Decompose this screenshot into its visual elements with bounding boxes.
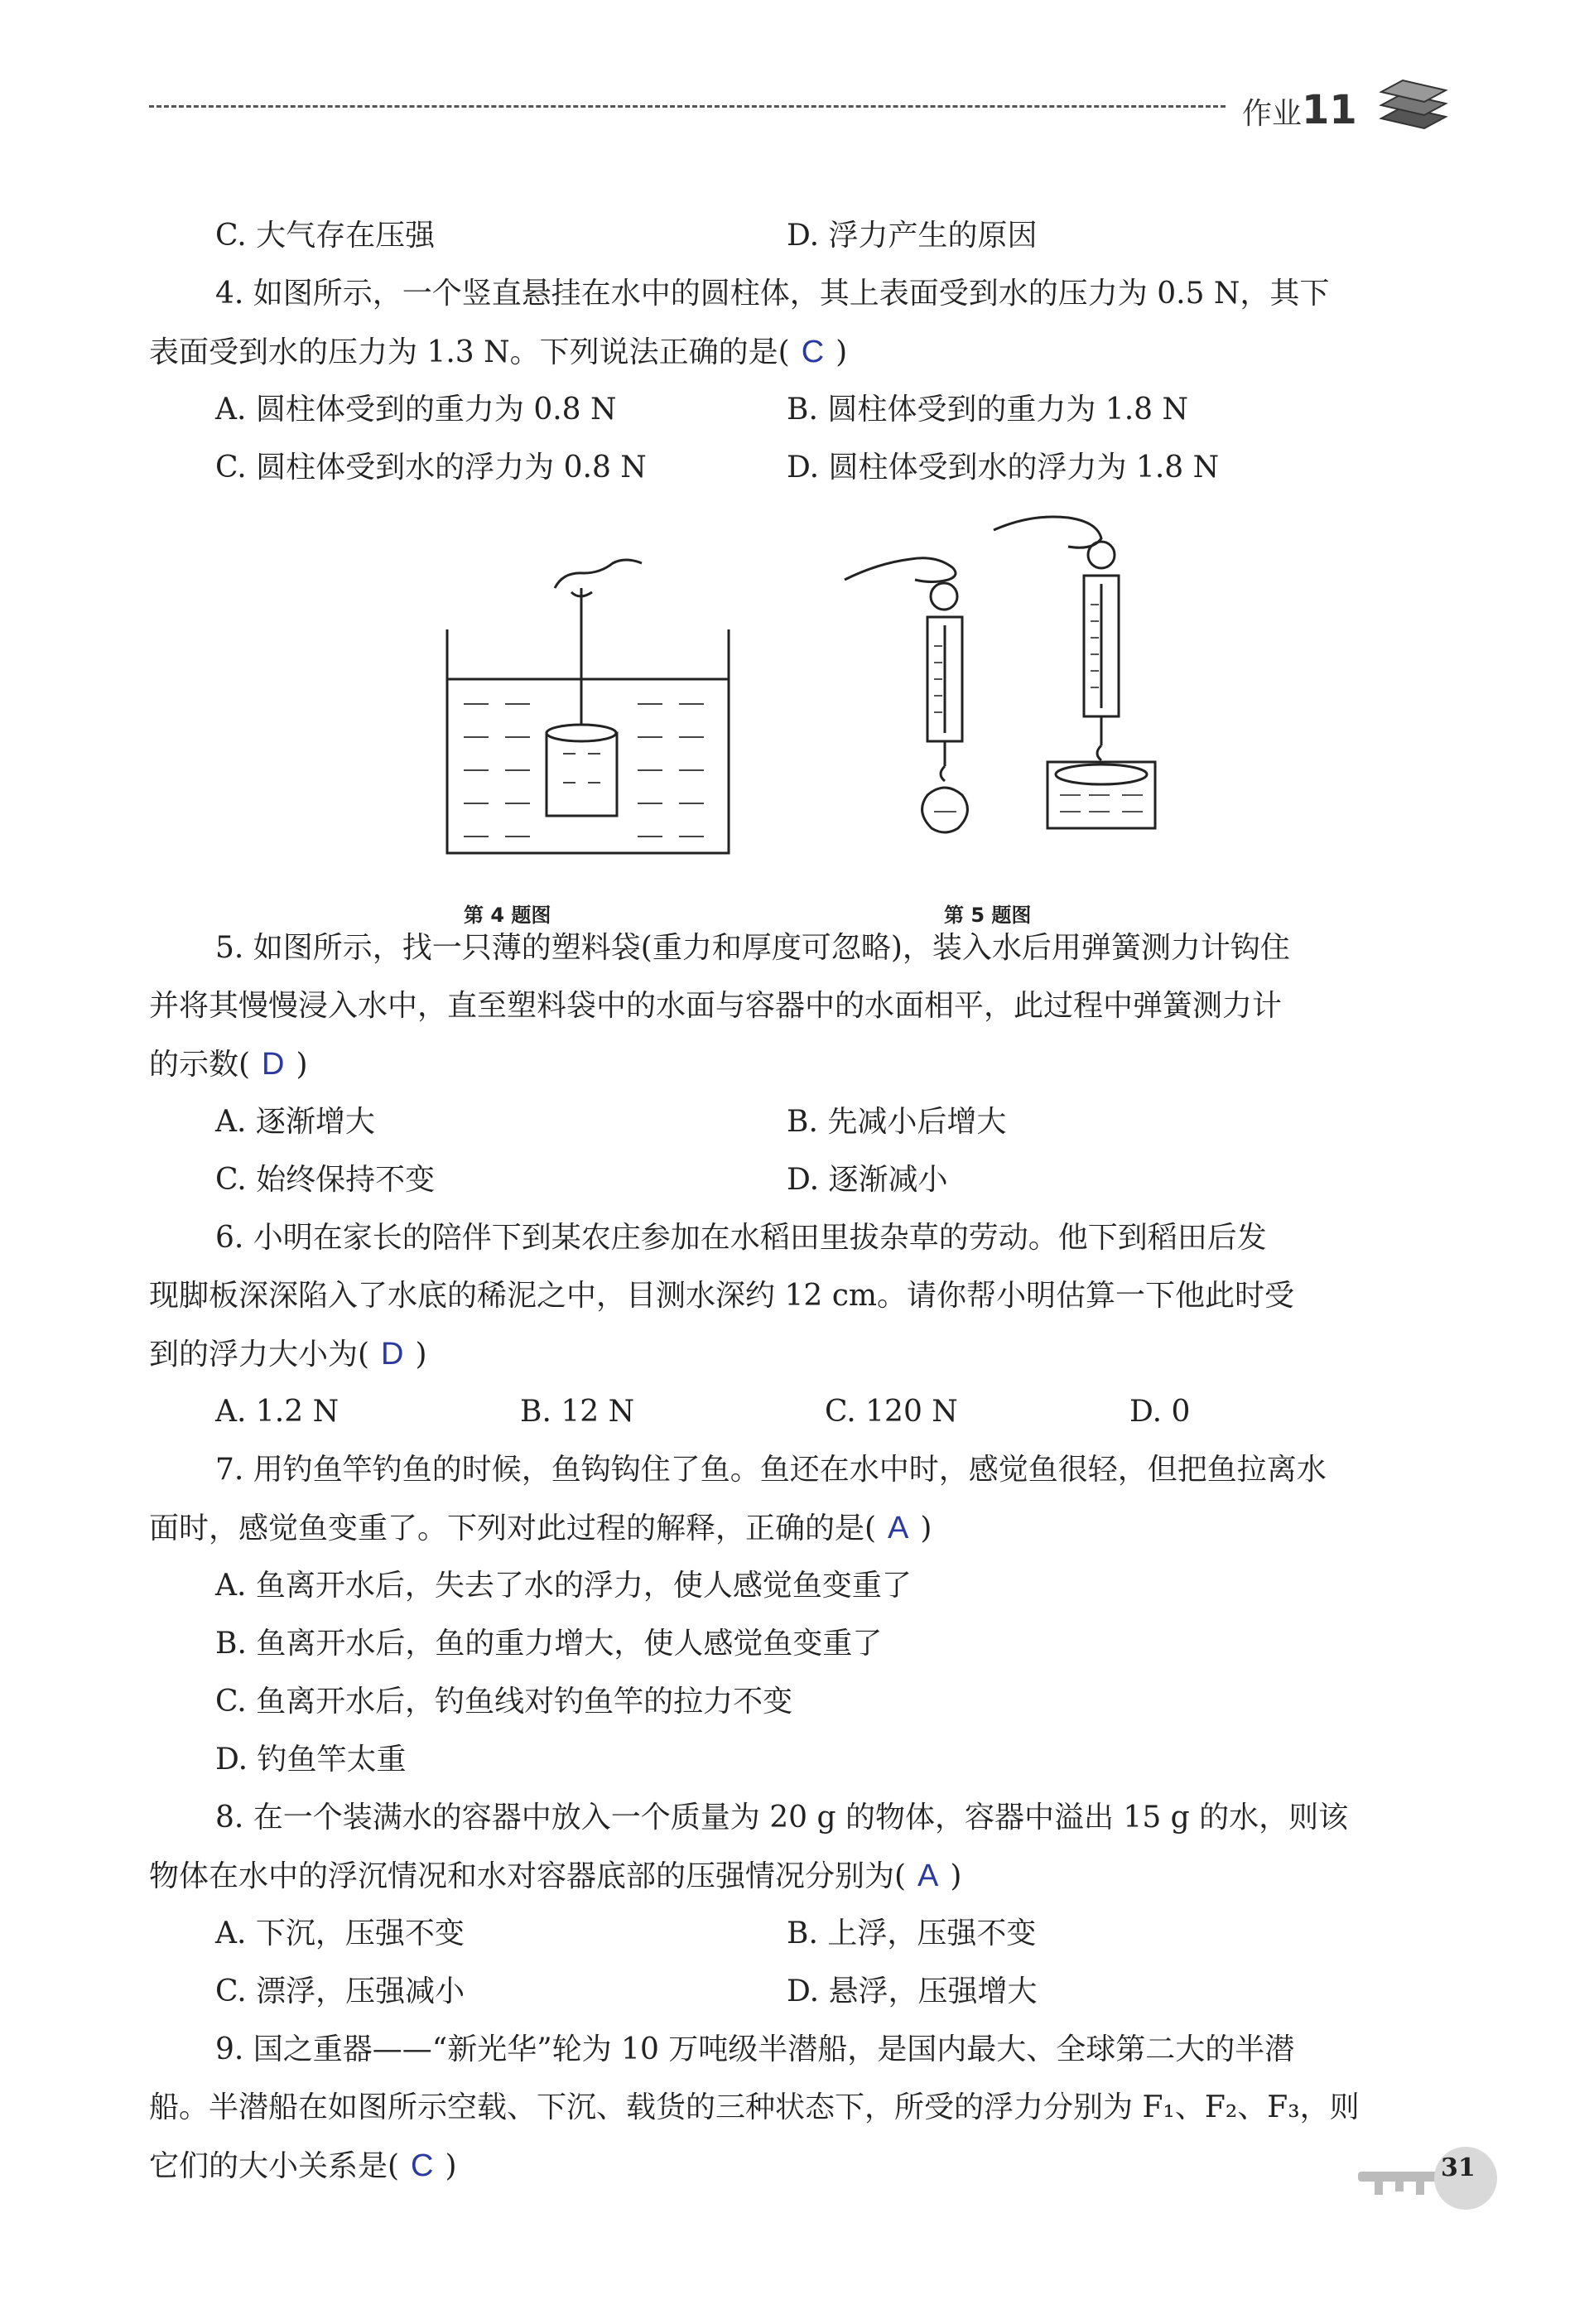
q5-answer: D <box>262 1047 285 1082</box>
q4-options-ab <box>149 381 1441 439</box>
q8-options-ab <box>149 1905 1441 1963</box>
assignment-label <box>1242 87 1357 133</box>
assignment-number: 11 <box>1302 87 1357 133</box>
q8-option-d: D. 悬浮，压强增大 <box>787 1974 1038 2008</box>
q9-stem-line3 <box>149 2137 1441 2195</box>
q5-option-b: B. 先减小后增大 <box>787 1105 1007 1139</box>
q5-option-c: C. 始终保持不变 <box>215 1163 436 1197</box>
q5-options-ab <box>149 1093 1441 1151</box>
figure-5-spring-scales <box>836 513 1350 886</box>
q4-stem-line2 <box>149 323 1441 381</box>
page-header <box>149 87 1457 137</box>
q6-answer: D <box>381 1337 404 1372</box>
q9-stem-text: 它们的大小关系是( <box>149 2149 400 2183</box>
q3-option-d: D. 浮力产生的原因 <box>787 219 1038 253</box>
q8-option-c: C. 漂浮，压强减小 <box>215 1974 465 2008</box>
page-number: 31 <box>1441 2153 1476 2182</box>
q4-option-b: B. 圆柱体受到的重力为 1.8 N <box>787 393 1188 427</box>
q8-stem-text: 物体在水中的浮沉情况和水对容器底部的压强情况分别为( <box>149 1859 907 1893</box>
q5-stem-line3 <box>149 1035 1441 1093</box>
q7-option-c: C. 鱼离开水后，钓鱼线对钓鱼竿的拉力不变 <box>215 1685 793 1719</box>
q4-stem-line1: 4. 如图所示，一个竖直悬挂在水中的圆柱体，其上表面受到水的压力为 0.5 N，其下 <box>215 277 1330 311</box>
q7-stem-text: 面时，感觉鱼变重了。下列对此过程的解释，正确的是( <box>149 1512 877 1545</box>
q7-option-d: D. 钓鱼竿太重 <box>215 1743 407 1777</box>
q3-options <box>149 207 1441 265</box>
q5-stem-line2: 并将其慢慢浸入水中，直至塑料袋中的水面与容器中的水面相平，此过程中弹簧测力计 <box>149 989 1283 1023</box>
q6-options <box>149 1383 1441 1441</box>
q6-close: ) <box>415 1338 427 1372</box>
q4-stem-text: 表面受到水的压力为 1.3 N。下列说法正确的是( <box>149 335 790 369</box>
books-icon <box>1375 70 1449 137</box>
q8-option-b: B. 上浮，压强不变 <box>787 1917 1037 1950</box>
q5-close: ) <box>296 1048 308 1082</box>
q3-option-c: C. 大气存在压强 <box>215 219 436 253</box>
q7-stem-line2 <box>149 1499 1441 1557</box>
q4-answer: C <box>801 335 825 369</box>
q8-options-cd <box>149 1963 1441 2021</box>
figure-4-cylinder-in-water <box>431 555 745 886</box>
q7-close: ) <box>920 1512 932 1545</box>
q9-close: ) <box>445 2149 457 2183</box>
q5-option-d: D. 逐渐减小 <box>787 1163 948 1197</box>
q6-stem-line3 <box>149 1325 1441 1383</box>
q6-option-a: A. 1.2 N <box>215 1395 340 1429</box>
q8-answer: A <box>917 1859 939 1893</box>
q8-stem-line1: 8. 在一个装满水的容器中放入一个质量为 20 g 的物体，容器中溢出 15 g 的水，则该 <box>215 1801 1349 1835</box>
q4-option-a: A. 圆柱体受到的重力为 0.8 N <box>215 393 617 427</box>
q7-option-b: B. 鱼离开水后，鱼的重力增大，使人感觉鱼变重了 <box>215 1627 883 1661</box>
q9-answer: C <box>411 2148 434 2183</box>
q5-option-a: A. 逐渐增大 <box>215 1105 375 1139</box>
q5-options-cd <box>149 1151 1441 1209</box>
q6-stem-line2: 现脚板深深陷入了水底的稀泥之中，目测水深约 12 cm。请你帮小明估算一下他此时受 <box>149 1279 1294 1313</box>
assignment-text: 作业 <box>1242 97 1303 131</box>
q8-stem-line2 <box>149 1847 1441 1905</box>
q6-option-c: C. 120 N <box>825 1395 958 1429</box>
q4-option-c: C. 圆柱体受到水的浮力为 0.8 N <box>215 451 647 485</box>
figure-5-caption: 第 5 题图 <box>944 904 1032 927</box>
q9-stem-line1: 9. 国之重器——“新光华”轮为 10 万吨级半潜船，是国内最大、全球第二大的半潜 <box>215 2032 1295 2066</box>
worksheet-content <box>149 207 1441 2195</box>
q7-stem-line1: 7. 用钓鱼竿钓鱼的时候，鱼钩钩住了鱼。鱼还在水中时，感觉鱼很轻，但把鱼拉离水 <box>215 1453 1327 1487</box>
q6-option-b: B. 12 N <box>520 1395 635 1429</box>
q7-answer: A <box>888 1511 909 1545</box>
q5-stem-line1: 5. 如图所示，找一只薄的塑料袋(重力和厚度可忽略)，装入水后用弹簧测力计钩住 <box>215 931 1290 965</box>
q6-stem-text: 到的浮力大小为( <box>149 1338 370 1372</box>
q4-close: ) <box>836 335 848 369</box>
figure-4-caption: 第 4 题图 <box>464 904 551 927</box>
q4-option-d: D. 圆柱体受到水的浮力为 1.8 N <box>787 451 1220 485</box>
q5-stem-text: 的示数( <box>149 1048 251 1082</box>
q8-close: ) <box>950 1859 962 1893</box>
figures-area <box>149 513 1441 927</box>
q6-stem-line1: 6. 小明在家长的陪伴下到某农庄参加在水稻田里拔杂草的劳动。他下到稻田后发 <box>215 1221 1267 1255</box>
key-icon <box>1358 2145 1499 2211</box>
q4-options-cd <box>149 439 1441 497</box>
q6-option-d: D. 0 <box>1129 1395 1191 1429</box>
q7-option-a: A. 鱼离开水后，失去了水的浮力，使人感觉鱼变重了 <box>215 1569 912 1603</box>
q8-option-a: A. 下沉，压强不变 <box>215 1917 465 1950</box>
q9-stem-line2: 船。半潜船在如图所示空载、下沉、载货的三种状态下，所受的浮力分别为 F₁、F₂、F₃，则 <box>149 2090 1360 2124</box>
header-dashed-rule <box>149 105 1226 108</box>
